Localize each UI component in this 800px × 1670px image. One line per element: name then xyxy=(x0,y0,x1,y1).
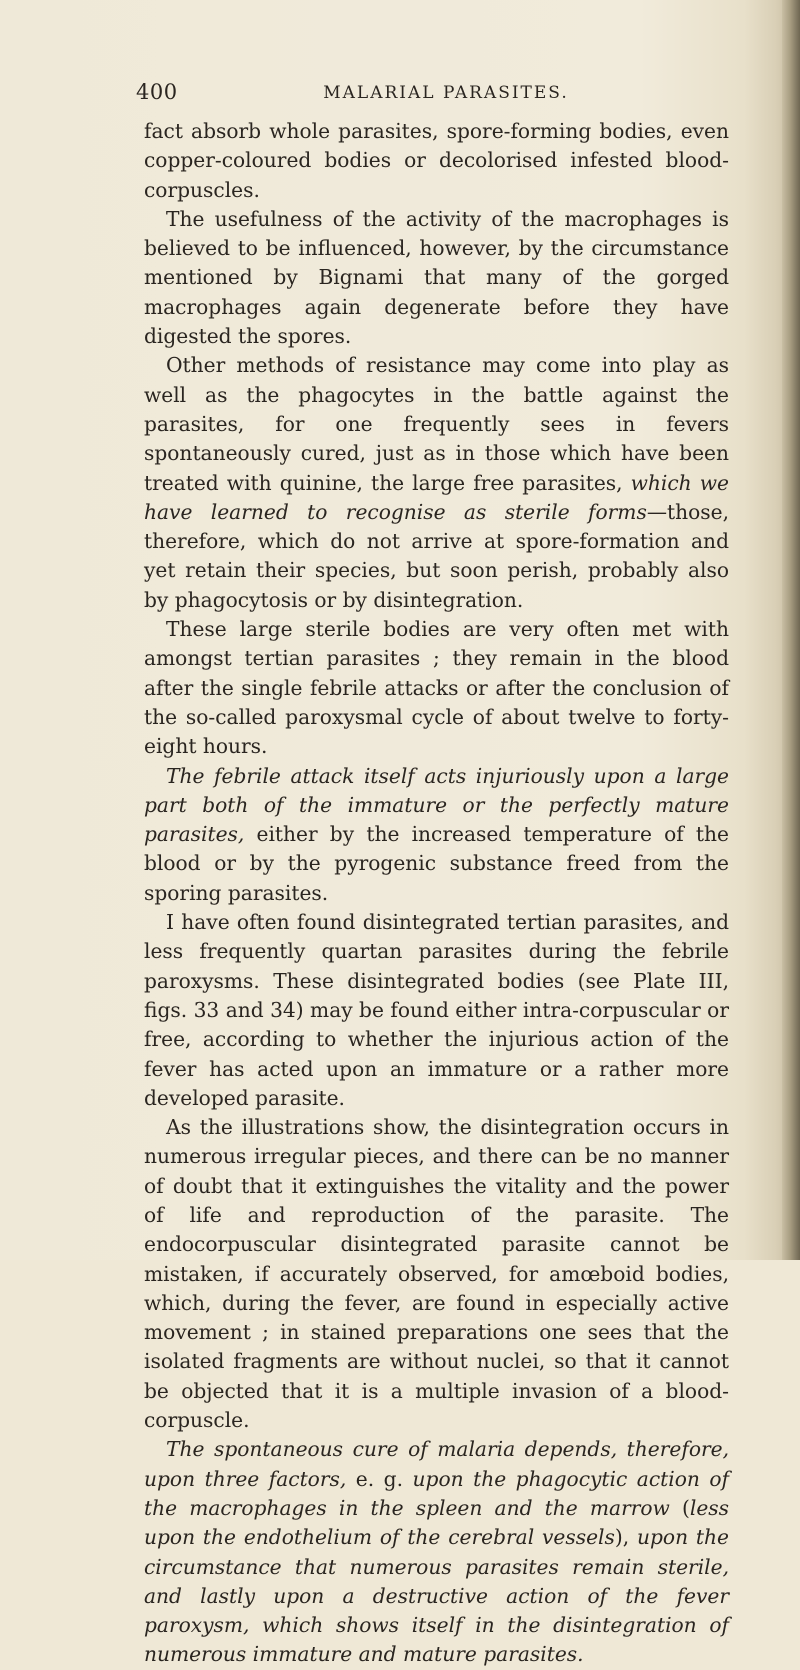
italic-text: less upon the endothelium of the cerebral vessels xyxy=(144,1495,729,1550)
text-run: ), xyxy=(614,1525,637,1550)
paragraph xyxy=(144,351,729,615)
paragraph xyxy=(144,117,729,205)
body-text xyxy=(144,117,729,1670)
text-run: —those, therefore, which do not arrive at spore-formation and yet retain their species, but soon perish, probably also by phagocytosis or by disintegration. xyxy=(144,499,729,612)
paragraph xyxy=(144,762,729,908)
paragraph xyxy=(144,1435,729,1669)
italic-text: upon the circumstance that numerous parasites remain sterile, and lastly upon a destructive action of the fever paroxysm, which shows itself in the disintegration of numerous immature and mature parasites. xyxy=(144,1525,729,1667)
paragraph xyxy=(144,615,729,761)
running-title: MALARIAL PARASITES. xyxy=(323,83,569,103)
paragraph xyxy=(144,908,729,1113)
italic-text: The febrile attack itself acts injuriously upon a large part both of the immature or the perfectly mature parasites, xyxy=(144,763,729,847)
italic-text: which we have learned to recognise as sterile forms xyxy=(144,470,729,524)
page-edge-shadow xyxy=(782,0,800,1260)
page-number: 400 xyxy=(136,80,178,104)
text-run: Other methods of resistance may come into play as well as the phagocytes in the battle against the parasites, for one frequently sees in fevers spontaneously cured, just as in those which have been treated with quinine, the large free parasites, xyxy=(144,353,729,495)
text-run: ( xyxy=(681,1495,690,1520)
text-run: I have often found disintegrated tertian parasites, and less frequently quartan parasites during the febrile paroxysms. These disintegrated bodies (see Plate III, figs. 33 and 34) may be found either intra-corpuscular or free, according to whether the injurious action of the fever has acted upon an immature or a rather more developed parasite. xyxy=(144,910,729,1110)
text-run: The usefulness of the activity of the macrophages is believed to be influenced, however, by the circumstance mentioned by Bignami that many of the gorged macrophages again degenerate before they have digested the spores. xyxy=(144,206,729,349)
page-header xyxy=(136,80,736,110)
italic-text: upon the phagocytic action of the macrophages in the spleen and the marrow xyxy=(144,1466,730,1520)
paragraph xyxy=(144,1113,729,1435)
text-run: e. g. xyxy=(355,1466,413,1491)
paragraph xyxy=(144,205,729,351)
text-run: either by the increased temperature of the blood or by the pyrogenic substance freed from the sporing parasites. xyxy=(144,822,729,905)
text-run: These large sterile bodies are very often met with amongst tertian parasites ; they remain in the blood after the single febrile attacks or after the conclusion of the so-called paroxysmal cycle of about twelve to forty-eight hours. xyxy=(144,617,729,759)
italic-text: The spontaneous cure of malaria depends, therefore, upon three factors, xyxy=(144,1437,729,1491)
text-run: As the illustrations show, the disintegration occurs in numerous irregular pieces, and there can be no manner of doubt that it extinguishes the vitality and the power of life and reproduction of the parasite. The endocorpuscular disintegrated parasite cannot be mistaken, if accurately observed, for amœboid bodies, which, during the fever, are found in especially active movement ; in stained preparations one sees that the isolated fragments are without nuclei, so that it cannot be objected that it is a multiple invasion of a blood-corpuscle. xyxy=(144,1115,729,1433)
text-run: fact absorb whole parasites, spore-forming bodies, even copper-coloured bodies or decolorised infested blood-corpuscles. xyxy=(144,119,729,202)
